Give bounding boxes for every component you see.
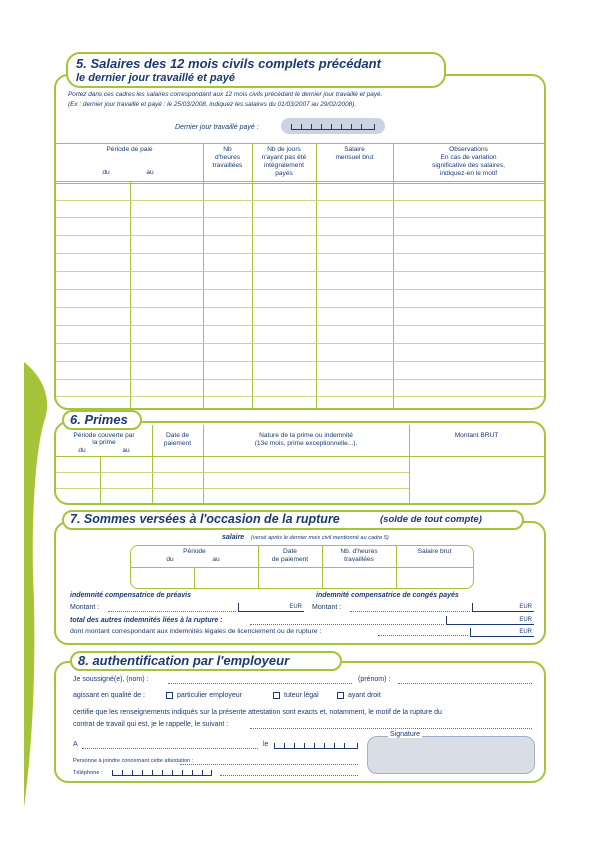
- indemnites-legales-field[interactable]: EUR: [470, 628, 534, 637]
- ayant-droit-checkbox[interactable]: [337, 692, 344, 699]
- table-row[interactable]: [56, 361, 544, 362]
- primes-col-date: Date de paiement: [163, 432, 192, 447]
- certifie-line1: certifie que les renseignements indiqués sur la présente attestation sont exacts et, notamment, le motif de la rupture du: [73, 709, 442, 716]
- particulier-employeur-label: particulier employeur: [177, 692, 242, 699]
- conges-montant-field[interactable]: EUR: [472, 603, 534, 612]
- col-du: du: [102, 169, 110, 176]
- salaire-note: (versé après le dernier mois civil mentionné au cadre 5): [251, 535, 389, 541]
- motif-rupture-field[interactable]: [250, 728, 532, 729]
- salaire-label: salaire: [222, 534, 245, 541]
- preavis-montant-label: Montant :: [70, 604, 100, 611]
- personne-a-joindre-label: Personne à joindre concernant cette attestation :: [73, 758, 194, 764]
- col-observations: Observations En cas de variation significative des salaires, indiquez-en le motif: [432, 146, 505, 177]
- prenom-label: (prénom) :: [358, 676, 391, 683]
- preavis-label: indemnité compensatrice de préavis: [70, 592, 191, 599]
- total-indemnites-label: total des autres indemnités liées à la rupture :: [70, 617, 223, 624]
- lieu-field[interactable]: [82, 748, 258, 749]
- section-7-title-suffix: (solde de tout compte): [380, 514, 482, 525]
- total-indemnites-field[interactable]: EUR: [446, 616, 534, 625]
- signature-box[interactable]: [367, 736, 535, 774]
- primes-col-du: du: [78, 447, 86, 454]
- telephone-field[interactable]: [112, 767, 212, 776]
- qualite-label: agissant en qualité de :: [73, 692, 145, 699]
- section-5-title: 5. Salaires des 12 mois civils complets précédant: [76, 56, 381, 71]
- table-row[interactable]: [56, 200, 544, 201]
- col-au: au: [146, 169, 154, 176]
- col-periode-paie: Période de paie: [106, 146, 153, 153]
- table-row[interactable]: [56, 396, 544, 397]
- tuteur-legal-label: tuteur légal: [284, 692, 319, 699]
- personne-a-joindre-field[interactable]: [180, 764, 358, 765]
- date-label: le: [263, 741, 269, 748]
- table-row[interactable]: [56, 325, 544, 326]
- rupture-col-brut: Salaire brut: [417, 548, 452, 555]
- telephone-label: Téléphone :: [73, 770, 103, 776]
- primes-col-au: au: [122, 447, 130, 454]
- primes-col-montant: Montant BRUT: [454, 432, 499, 439]
- rupture-col-au: au: [212, 556, 220, 563]
- signature-label: Signature: [390, 731, 420, 738]
- rupture-col-date: Date de paiement: [271, 548, 309, 563]
- table-row[interactable]: [56, 343, 544, 344]
- table-row[interactable]: [56, 379, 544, 380]
- lieu-label: A: [73, 741, 78, 748]
- salary-table-top-border: [56, 143, 544, 144]
- section-7-title: 7. Sommes versées à l'occasion de la rupture: [70, 512, 340, 526]
- table-row[interactable]: [56, 253, 544, 254]
- section-5-intro-line2: (Ex : dernier jour travaillé et payé : le 25/03/2008, indiquez les salaires du 01/03/2007 au 29/02/2008).: [68, 101, 357, 108]
- table-row[interactable]: [56, 271, 544, 272]
- rupture-col-periode: Période: [183, 548, 206, 555]
- last-day-date-boxes: [291, 121, 375, 130]
- ayant-droit-label: ayant droit: [348, 692, 381, 699]
- prenom-field[interactable]: [398, 683, 532, 684]
- conges-label: indemnité compensatrice de congés payés: [316, 592, 459, 599]
- nom-field[interactable]: [168, 683, 352, 684]
- table-row[interactable]: [56, 217, 544, 218]
- particulier-employeur-checkbox[interactable]: [166, 692, 173, 699]
- indemnites-legales-label: dont montant correspondant aux indemnités légales de licenciement ou de rupture :: [70, 628, 322, 635]
- table-row[interactable]: [56, 235, 544, 236]
- soussigne-label: Je soussigné(e), (nom) :: [73, 676, 149, 683]
- conges-montant-label: Montant :: [312, 604, 342, 611]
- certifie-line2: contrat de travail qui est, je le rappelle, le suivant :: [73, 721, 229, 728]
- section-6-title: 6. Primes: [70, 412, 128, 427]
- last-day-label: Dernier jour travaillé payé :: [175, 124, 259, 131]
- signature-date-field[interactable]: [274, 740, 358, 749]
- table-row[interactable]: [56, 289, 544, 290]
- table-row[interactable]: [56, 307, 544, 308]
- primes-col-nature: Nature de la prime ou indemnité (13e mois, prime exceptionnelle...).: [254, 432, 358, 447]
- section-8-title: 8. authentification par l'employeur: [78, 653, 290, 668]
- section-5-subtitle: le dernier jour travaillé et payé: [76, 72, 235, 84]
- preavis-montant-field[interactable]: EUR: [238, 603, 304, 612]
- col-salaire-mensuel: Salaire mensuel brut: [335, 146, 374, 161]
- primes-col-periode: Période couverte par la prime: [73, 432, 135, 446]
- rupture-col-du: du: [166, 556, 174, 563]
- col-jours-non-payes: Nb de jours n'ayant pas été intégralement payés: [261, 146, 307, 177]
- col-heures-travaillees: Nb d'heures travaillées: [212, 146, 243, 169]
- tuteur-legal-checkbox[interactable]: [273, 692, 280, 699]
- rupture-col-heures: Nb. d'heures travaillées: [340, 548, 378, 563]
- section-5-intro-line1: Portez dans ces cadres les salaires correspondant aux 12 mois civils précédant le dernier jour travaillé et payé.: [68, 91, 383, 98]
